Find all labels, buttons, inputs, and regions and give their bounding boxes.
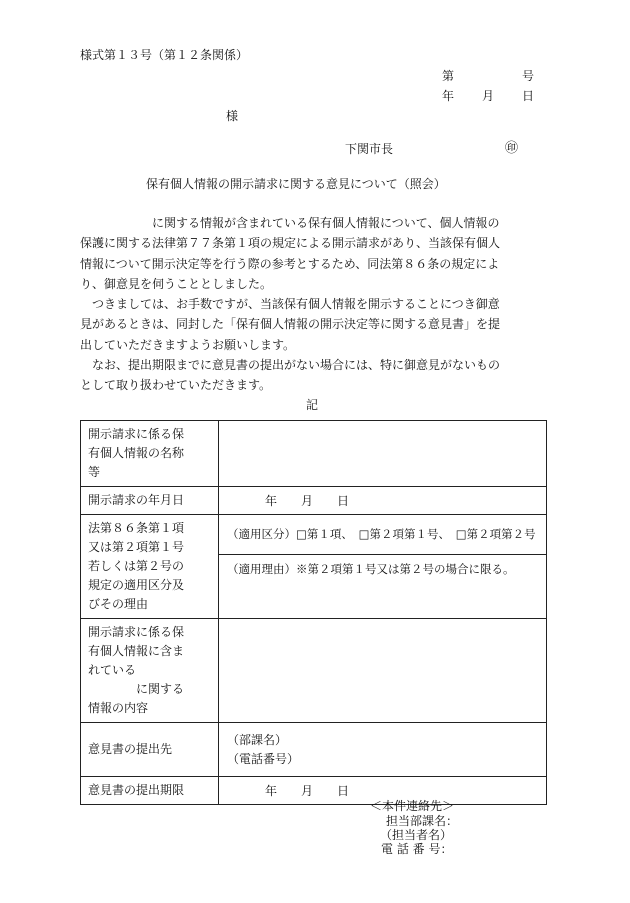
paragraph-2-line: 見があるときは、同封した「保有個人情報の開示決定等に関する意見書」を提 xyxy=(80,317,501,332)
label-line: に関する xyxy=(88,682,185,696)
row-label xyxy=(81,619,219,723)
label-line: びその理由 xyxy=(88,597,149,611)
row-label: 開示請求の年月日 xyxy=(81,487,219,515)
date-day: 日 xyxy=(522,89,535,103)
label-line: 規定の適用区分及 xyxy=(88,578,185,592)
sender-name: 下関市長 xyxy=(345,142,394,156)
label-line: 等 xyxy=(88,465,101,479)
reason-field[interactable] xyxy=(219,554,547,618)
label-line: 有個人情報に含ま xyxy=(88,644,185,658)
table-row-deadline xyxy=(81,777,547,805)
category-field[interactable] xyxy=(219,515,547,555)
table-row-submit-to xyxy=(81,723,547,777)
label-line: 有個人情報の名称 xyxy=(88,446,185,460)
label-line: 開示請求に係る保 xyxy=(88,625,185,639)
row-label xyxy=(81,421,219,487)
form-number: 様式第１３号（第１２条関係） xyxy=(80,48,249,62)
paragraph-3-line: として取り扱わせていただきます。 xyxy=(80,378,272,393)
label-line: 又は第２項第１号 xyxy=(88,540,185,554)
request-date-field[interactable] xyxy=(219,487,547,515)
paragraph-1-line: り、御意見を伺うこととしました。 xyxy=(80,277,273,292)
date-month: 月 xyxy=(482,89,495,103)
paragraph-3 xyxy=(80,355,550,396)
label-line: 若しくは第２号の xyxy=(88,559,185,573)
table-row-info-name xyxy=(81,421,547,487)
reason-note: （適用理由）※第２項第１号又は第２号の場合に限る。 xyxy=(227,561,515,576)
category-options: （適用区分）□第１項、 □第２項第１号、 □第２項第２号 xyxy=(227,527,536,542)
row-label: 意見書の提出先 xyxy=(81,723,219,777)
dept-label: （部課名） xyxy=(227,732,288,747)
paragraph-1-line: 保護に関する法律第７７条第１項の規定による開示請求があり、当該保有個人 xyxy=(80,236,501,251)
deadline-value: 年 月 日 xyxy=(265,784,350,798)
date-year: 年 xyxy=(442,89,455,103)
document-title: 保有個人情報の開示請求に関する意見について（照会） xyxy=(146,177,446,191)
contact-phone: 電 話 番 号： xyxy=(381,842,453,856)
info-name-field[interactable] xyxy=(219,421,547,487)
table-row-request-date xyxy=(81,487,547,515)
row-label xyxy=(81,515,219,619)
doc-number-label: 第 xyxy=(442,69,455,83)
seal-mark: ㊞ xyxy=(505,141,519,156)
paragraph-1-line: 情報について開示決定等を行う際の参考とするため、同法第８６条の規定によ xyxy=(80,256,500,271)
contact-dept: 担当部課名： xyxy=(386,814,459,828)
submit-to-field[interactable] xyxy=(219,723,547,777)
table-row-info-content xyxy=(81,619,547,723)
doc-number-suffix: 号 xyxy=(522,69,535,83)
label-line: 開示請求に係る保 xyxy=(88,427,185,441)
request-date-value: 年 月 日 xyxy=(265,494,350,508)
paragraph-1-line: に関する情報が含まれている保有個人情報について、個人情報の xyxy=(80,216,500,230)
paragraph-3-line: なお、提出期限までに意見書の提出がない場合には、特に御意見がないもの xyxy=(80,358,501,372)
request-details-table xyxy=(80,420,547,805)
paragraph-2-line: つきましては、お手数ですが、当該保有個人情報を開示することにつき御意 xyxy=(80,297,500,311)
info-content-field[interactable] xyxy=(219,619,547,723)
table-row-category xyxy=(81,515,547,555)
contact-person: （担当者名） xyxy=(380,828,453,842)
label-line: れている xyxy=(88,663,137,677)
contact-heading: ＜本件連絡先＞ xyxy=(370,799,455,813)
ki-label: 記 xyxy=(306,398,319,412)
paragraph-2 xyxy=(80,294,550,355)
paragraph-2-line: 出していただきますようお願いします。 xyxy=(80,337,296,352)
row-label: 意見書の提出期限 xyxy=(81,777,219,805)
label-line: 情報の内容 xyxy=(88,701,149,715)
label-line: 法第８６条第１項 xyxy=(88,521,185,535)
addressee-suffix: 様 xyxy=(226,109,239,123)
paragraph-1 xyxy=(80,213,550,295)
phone-label: （電話番号） xyxy=(227,751,300,766)
